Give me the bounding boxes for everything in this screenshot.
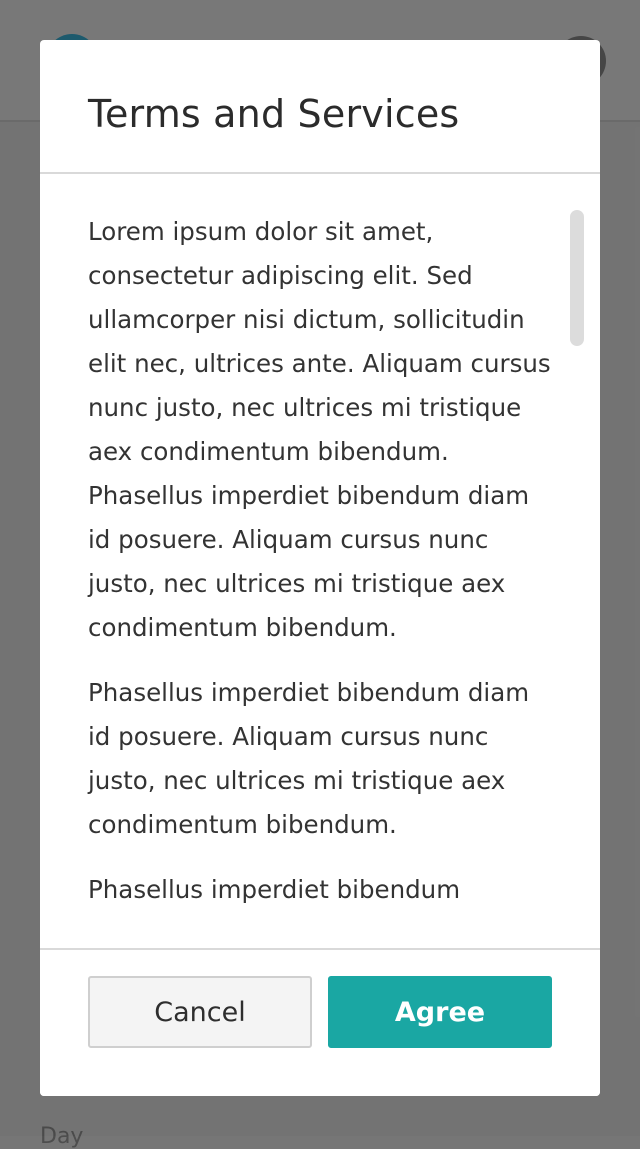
modal-footer [40,948,600,1096]
modal-body[interactable] [40,174,600,950]
terms-text [88,210,558,933]
modal-header [40,40,600,174]
background-text: Day [40,1124,84,1149]
scrollbar-thumb[interactable] [570,210,584,346]
modal-title: Terms and Services [88,92,460,136]
terms-modal [40,40,600,1096]
terms-paragraph: Lorem ipsum dolor sit amet, consectetur adipiscing elit. Sed ullamcorper nisi dictum, sollicitudin elit nec, ultrices ante. Aliquam cursus nunc justo, nec ultrices mi tristique aex condimentum bibendum. Phasellus imperdiet bibendum diam id posuere. Aliquam cursus nunc justo, nec ultrices mi tristique aex condimentum bibendum. [88,217,551,642]
terms-paragraph: Phasellus imperdiet bibendum diam id posuere. Aliquam cursus nunc justo, nec ultrices mi tristique aex condimentum bibendum. [88,678,530,839]
terms-paragraph: Phasellus imperdiet bibendum [88,875,461,904]
agree-button[interactable]: Agree [328,976,552,1048]
scrollbar-track[interactable] [570,210,584,930]
cancel-button[interactable]: Cancel [88,976,312,1048]
